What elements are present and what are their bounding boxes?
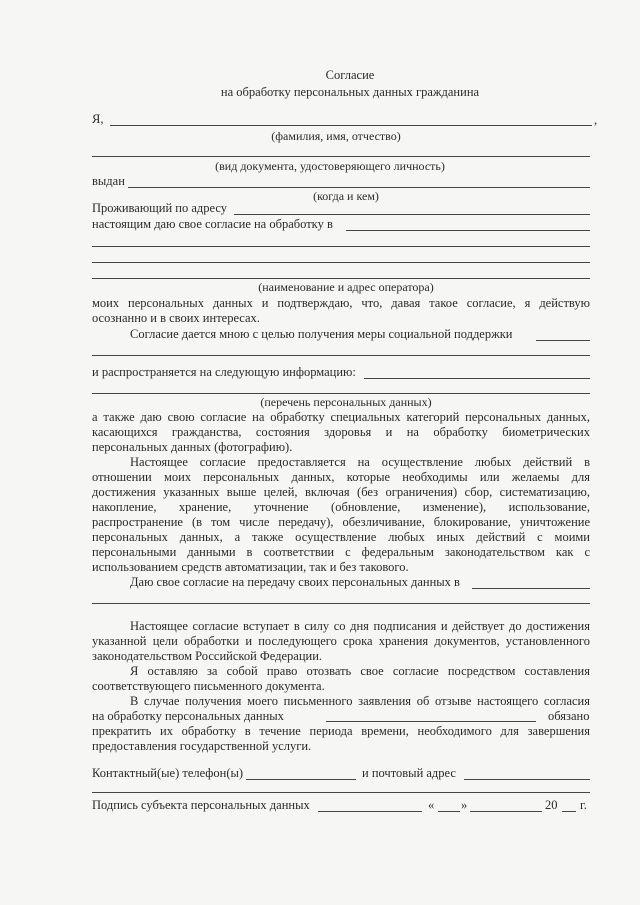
date-quote-close: » (461, 798, 468, 812)
paragraph-3-line-1: Настоящее согласие предоставляется на осуществление любых действий в (130, 455, 590, 469)
operator-line-1 (346, 230, 590, 231)
paragraph-4-line-2: указанной цели обработки и последующего срока хранения документов, установленного (92, 634, 590, 648)
date-quote-open: « (428, 798, 435, 812)
paragraph-3-line-8: использованием средств автоматизации, так и без такового. (92, 560, 409, 574)
phone-label: Контактный(ые) телефон(ы) (92, 766, 244, 780)
issued-line (128, 187, 590, 188)
document-page: Согласие на обработку персональных данных гражданина Я, , (фамилия, имя, отчество) (вид документа, удостоверяющего личность) выдан (когда и кем) Проживающий по адресу настоящим даю свое согласие на обработку в (наименование и адрес оператора) моих персональных данных и подтверждаю, что, давая такое согласие, я действую осознанно и в своих интересах. Согласие дается мною с целью получения меры социальной поддержки и распространяется на следующую информацию: (перечень персональных данных) а также даю свою согласие на обработку специальных категорий персональных данных, касающихся гражданства, состояния здоровья и на обработку биометрических персональных данных (фотографию). Настоящее согласие предоставляется на осуществление любых действий в отношении моих персональных данных, которые необходимы или желаемы для достижения указанных выше целей, включая (без ограничения) сбор, систематизацию, накопление, хранение, уточнение (обновление, изменение), использование, распространение (в том числе передачу), обезличивание, блокирование, уничтожение персональных данных, а также осуществление любых иных действий с моими персональными данными в соответствии с федеральным законодательством как с использованием средств автоматизации, так и без такового. Даю свое согласие на передачу своих персональных данных в Настоящее согласие вступает в силу со дня подписания и действует до достижения указанной цели обработки и последующего срока хранения документов, установленного законодательством Российской Федерации. Я оставляю за собой право отозвать свое согласие посредством составления соответствующего письменного документа. В случае получения моего письменного заявления об отзыве настоящего согласия на обработку персональных данных обязано прекратить их обработку в течение периода времени, необходимого для завершения предоставления государственной услуги. Контактный(ые) телефон(ы) и почтовый адрес Подпись субъекта персональных данных « » 20 г. (0, 0, 640, 905)
transfer-line-2 (92, 603, 590, 604)
paragraph-3-line-6: персональных данных, а также осуществление любых иных действий с моими (92, 530, 590, 544)
address-line (234, 214, 590, 215)
info-line-1 (364, 378, 590, 379)
year-line (562, 811, 576, 812)
paragraph-3-line-7: персональными данными в соответствии с федеральным законодательством как с (92, 545, 590, 559)
spread-label: и распространяется на следующую информацию: (92, 365, 356, 379)
paragraph-6-line-2b: обязано (548, 709, 590, 723)
operator-line-3 (92, 262, 590, 263)
info-line-2 (92, 393, 590, 394)
issued-caption: (когда и кем) (313, 189, 379, 203)
operator-line-2 (92, 246, 590, 247)
year-suffix: г. (580, 798, 587, 812)
purpose-label: Согласие дается мною с целью получения меры социальной поддержки (130, 327, 513, 341)
paragraph-3-line-3: достижения указанных выше целей, включая (без ограничения) сбор, систематизацию, (92, 485, 590, 499)
paragraph-2-line-2: касающихся гражданства, состояния здоровья и на обработку биометрических (92, 425, 590, 439)
purpose-line-2 (92, 355, 590, 356)
transfer-line-1 (472, 588, 590, 589)
operator-line-4 (92, 278, 590, 279)
paragraph-1-line-2: осознанно и в своих интересах. (92, 311, 260, 325)
operator-caption: (наименование и адрес оператора) (258, 280, 434, 294)
purpose-line-1 (536, 340, 590, 341)
transfer-label: Даю свое согласие на передачу своих персональных данных в (130, 575, 460, 589)
address-label: Проживающий по адресу (92, 201, 228, 215)
consent-to-label: настоящим даю свое согласие на обработку в (92, 217, 333, 231)
month-line (470, 811, 542, 812)
paragraph-5-line-2: соответствующего письменного документа. (92, 679, 325, 693)
mail-label: и почтовый адрес (362, 766, 456, 780)
signature-line (318, 811, 422, 812)
revocation-operator-line (326, 721, 536, 722)
phone-line (246, 779, 356, 780)
signature-label: Подпись субъекта персональных данных (92, 798, 310, 812)
paragraph-6-line-3: прекратить их обработку в течение периода времени, необходимого для завершения (92, 724, 590, 738)
paragraph-5-line-1: Я оставляю за собой право отозвать свое согласие посредством составления (130, 664, 590, 678)
year-prefix: 20 (545, 798, 558, 812)
fio-caption: (фамилия, имя, отчество) (271, 129, 401, 143)
mail-line-2 (92, 792, 590, 793)
document-caption: (вид документа, удостоверяющего личность) (215, 159, 445, 173)
document-title: Согласие (325, 68, 375, 82)
fio-line (110, 125, 592, 126)
paragraph-6-line-2a: на обработку персональных данных (92, 709, 284, 723)
paragraph-3-line-5: распространение (в том числе передачу), обезличивание, блокирование, уничтожение (92, 515, 590, 529)
document-line (92, 156, 590, 157)
day-line (438, 811, 460, 812)
paragraph-2-line-1: а также даю свою согласие на обработку специальных категорий персональных данных, (92, 410, 590, 424)
paragraph-3-line-4: накопление, хранение, уточнение (обновление, изменение), использование, (92, 500, 590, 514)
paragraph-6-line-4: предоставления государственной услуги. (92, 739, 312, 753)
vydan-label: выдан (92, 174, 125, 188)
document-subtitle: на обработку персональных данных гражданина (220, 85, 480, 99)
paragraph-4-line-3: законодательством Российской Федерации. (92, 649, 323, 663)
paragraph-2-line-3: персональных данных (фотографию). (92, 440, 293, 454)
paragraph-3-line-2: отношении моих персональных данных, которые необходимы или желаемы для (92, 470, 590, 484)
paragraph-1-line-1: моих персональных данных и подтверждаю, что, давая такое согласие, я действую (92, 296, 590, 310)
info-caption: (перечень персональных данных) (260, 395, 432, 409)
paragraph-6-line-1: В случае получения моего письменного заявления об отзыве настоящего согласия (130, 694, 590, 708)
paragraph-4-line-1: Настоящее согласие вступает в силу со дня подписания и действует до достижения (130, 619, 590, 633)
ya-label: Я, (92, 112, 104, 126)
mail-line-1 (464, 779, 590, 780)
